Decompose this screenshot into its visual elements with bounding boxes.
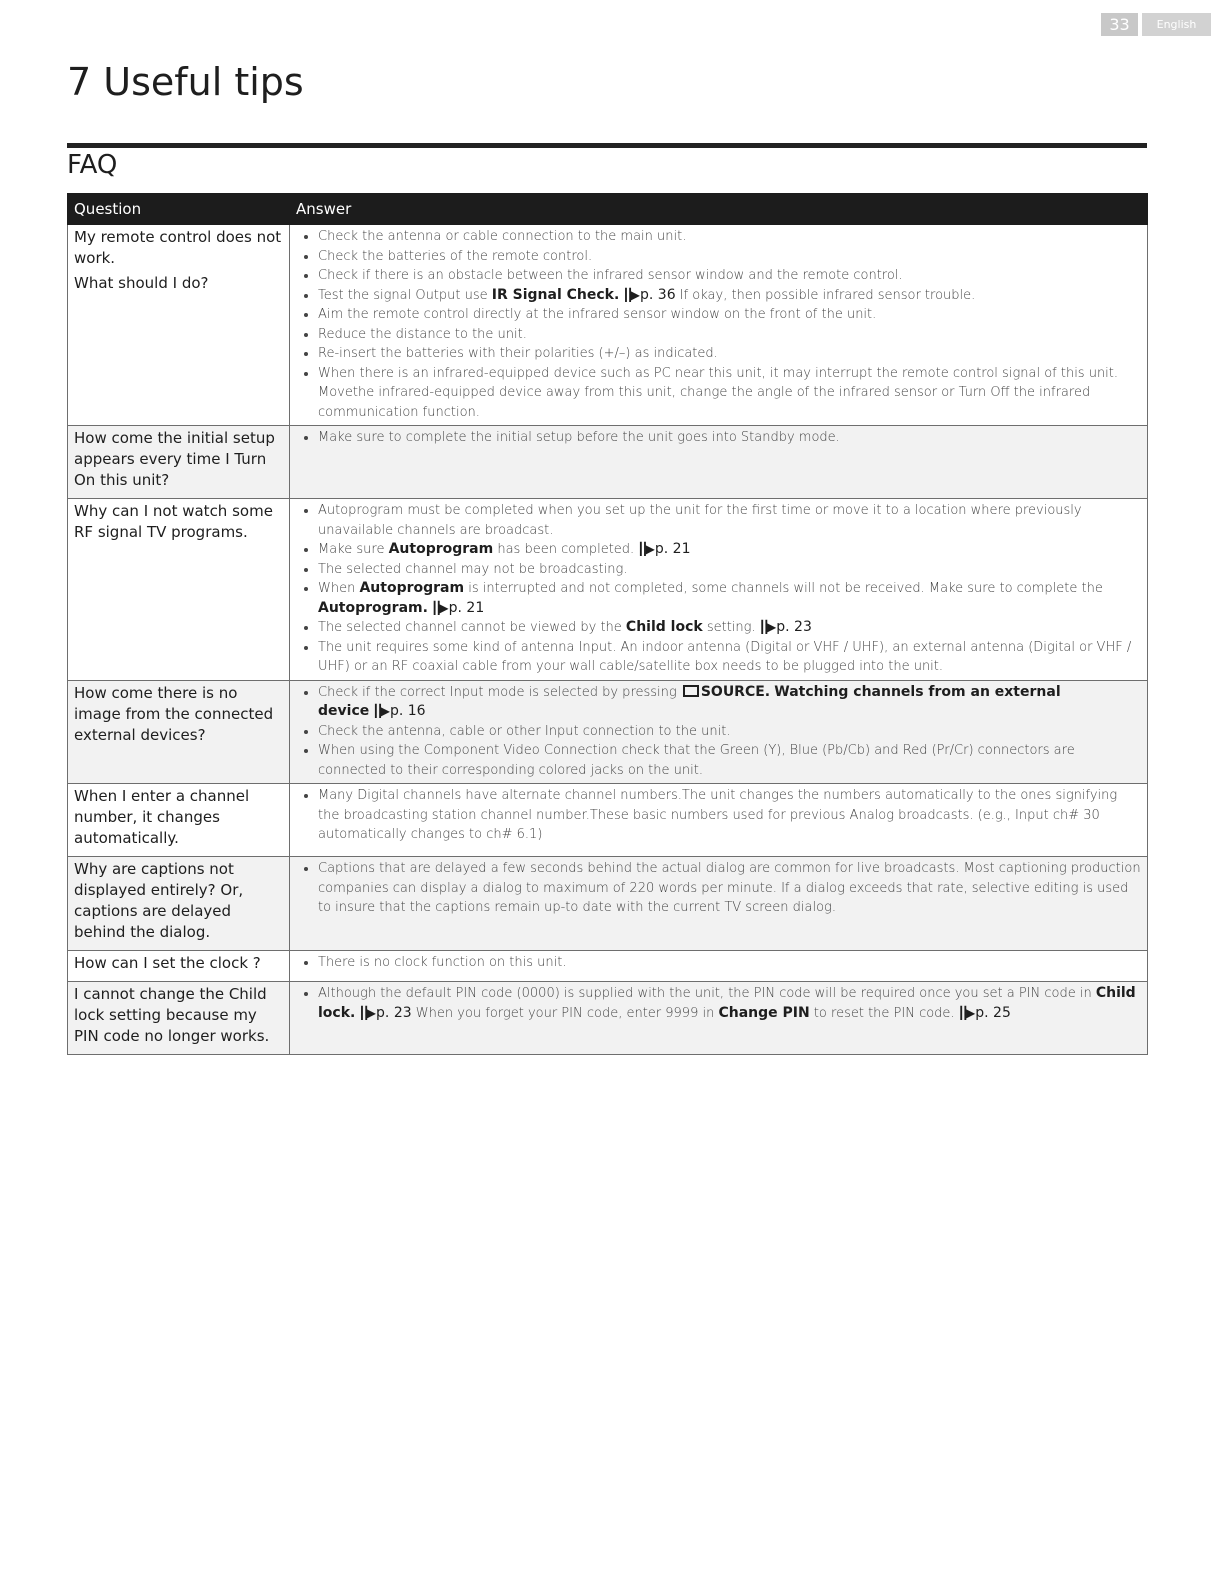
menu-term: Watching channels from an external device — [318, 683, 1061, 719]
answer-text: Make sure to complete the initial setup before the unit goes into Standby mode. — [318, 430, 840, 445]
answer-text: The selected channel may not be broadcasting. — [318, 561, 628, 577]
page-ref-arrow-icon: ┃┃▶ — [637, 542, 652, 556]
answer-text: Many Digital channels have alternate channel numbers.The unit changes the numbers automatically to the ones signifying the broadcasting station channel number.These basic numbers used for previous Analog broadcasts. (e.g., Input ch# 30 automatically changes to ch# 6.1) — [318, 788, 1118, 842]
menu-term: Autoprogram — [359, 580, 465, 596]
answer-text: is interrupted and not completed, some channels will not be received. Make sure to complete the — [464, 581, 1103, 596]
menu-term: IR Signal Check. — [491, 286, 620, 303]
faq-row — [68, 680, 1148, 784]
answer-item — [318, 286, 1141, 306]
answer-text: The unit requires some kind of antenna Input. An indoor antenna (Digital or VHF / UHF), an external antenna (Digital or VHF / UHF) or an RF coaxial cable from your wall cable/satellite box needs to be plugged into the unit. — [318, 639, 1132, 674]
source-input-icon — [683, 685, 699, 697]
answer-item — [318, 247, 1141, 267]
question-cell — [68, 784, 290, 857]
answer-text: When there is an infrared-equipped device such as PC near this unit, it may interrupt the remote control signal of this unit. Movethe infrared-equipped device away from this unit, change the angle of the infrared sensor or Turn Off the infrared communication function. — [318, 365, 1119, 420]
page-ref-arrow-icon: ┃┃▶ — [358, 1005, 374, 1020]
answer-text: Check the antenna, cable or other Input connection to the unit. — [318, 723, 731, 739]
answer-item — [318, 984, 1141, 1023]
page-reference: p. 16 — [389, 703, 426, 719]
answer-text: Test the signal Output use — [318, 287, 492, 303]
page-ref-arrow-icon: ┃┃▶ — [758, 620, 774, 634]
question-cell — [68, 426, 290, 499]
faq-row — [68, 784, 1148, 857]
faq-header-row — [68, 194, 1148, 225]
answer-text: When using the Component Video Connection check that the Green (Y), Blue (Pb/Cb) and Red (Pr/Cr) connectors are connected to their corresponding colored jacks on the unit. — [318, 743, 1075, 778]
answer-item — [318, 227, 1141, 247]
page-reference: p. 23 — [376, 1004, 412, 1021]
answer-item — [318, 786, 1141, 845]
question-cell — [68, 680, 290, 784]
question-cell — [68, 951, 290, 982]
faq-table — [67, 193, 1148, 1055]
question-text: Why can I not watch some RF signal TV programs. — [74, 502, 273, 541]
answer-cell — [290, 426, 1148, 499]
question-text: I cannot change the Child lock setting because my PIN code no longer works. — [74, 985, 270, 1045]
page-reference: p. 23 — [776, 619, 812, 635]
answer-item — [318, 859, 1141, 918]
menu-term: Child lock. — [318, 985, 1136, 1021]
answer-text: When — [318, 581, 360, 596]
answer-text: Reduce the distance to the unit. — [318, 326, 527, 342]
answer-list — [296, 428, 1141, 448]
answer-item — [318, 560, 1141, 580]
question-text: What should I do? — [74, 274, 209, 292]
answer-text: to reset the PIN code. — [809, 1005, 955, 1021]
answer-text: The selected channel cannot be viewed by the — [318, 620, 626, 635]
question-text: How come there is no image from the connected external devices? — [74, 683, 274, 744]
answer-item — [318, 579, 1141, 618]
question-cell — [68, 982, 290, 1055]
answer-text: Check if there is an obstacle between the infrared sensor window and the remote control. — [318, 268, 903, 283]
question-text: Why are captions not displayed entirely? Or, captions are delayed behind the dialog. — [74, 860, 244, 941]
answer-item — [318, 953, 1141, 973]
faq-row — [68, 426, 1148, 499]
answer-item — [318, 618, 1141, 638]
answer-list — [296, 953, 1141, 973]
answer-cell — [290, 784, 1148, 857]
answer-item — [318, 501, 1141, 540]
answer-cell — [290, 951, 1148, 982]
page-reference: p. 36 — [640, 286, 676, 303]
menu-term: Change PIN — [718, 1004, 810, 1021]
menu-term: Child lock — [625, 619, 703, 635]
answer-text: Re-insert the batteries with their polarities (+/–) as indicated. — [318, 346, 718, 361]
answer-item — [318, 344, 1141, 364]
menu-term: Autoprogram. — [318, 599, 428, 616]
question-text: When I enter a channel number, it changes automatically. — [74, 787, 250, 847]
answer-item — [318, 266, 1141, 286]
question-cell — [68, 499, 290, 681]
question-cell — [68, 857, 290, 951]
answer-column-header: Answer — [290, 194, 1148, 225]
page-ref-arrow-icon: ┃┃▶ — [622, 287, 637, 302]
answer-item — [318, 540, 1141, 560]
answer-cell — [290, 680, 1148, 784]
answer-cell — [290, 857, 1148, 951]
answer-cell — [290, 982, 1148, 1055]
answer-list — [296, 984, 1141, 1023]
page-number-badge: 33 — [1101, 13, 1138, 36]
answer-text: If okay, then possible infrared sensor trouble. — [675, 287, 976, 303]
question-cell — [68, 225, 290, 426]
answer-text: When you forget your PIN code, enter 9999 in — [411, 1005, 719, 1021]
question-text: How come the initial setup appears every time I Turn On this unit? — [74, 429, 275, 489]
answer-list — [296, 859, 1141, 918]
answer-text: Check the antenna or cable connection to the main unit. — [318, 229, 687, 244]
page-ref-arrow-icon: ┃┃▶ — [372, 704, 387, 718]
answer-text: Aim the remote control directly at the infrared sensor window on the front of the unit. — [318, 307, 877, 322]
page-reference: p. 25 — [975, 1004, 1011, 1021]
answer-text: has been completed. — [493, 542, 635, 557]
faq-row — [68, 499, 1148, 681]
answer-item — [318, 722, 1141, 742]
answer-text: setting. — [702, 620, 756, 635]
section-divider — [67, 143, 1147, 148]
answer-text: Check the batteries of the remote control. — [318, 248, 593, 264]
page-ref-arrow-icon: ┃┃▶ — [430, 600, 446, 615]
answer-item — [318, 638, 1141, 677]
question-column-header: Question — [68, 194, 290, 225]
answer-text: Check if the correct Input mode is selected by pressing — [318, 684, 681, 700]
answer-item — [318, 305, 1141, 325]
answer-text: Make sure — [318, 542, 389, 557]
menu-term: SOURCE. — [700, 683, 771, 700]
answer-item — [318, 741, 1141, 780]
answer-item — [318, 428, 1141, 448]
chapter-title: 7 Useful tips — [67, 60, 304, 104]
faq-table-body — [68, 225, 1148, 1055]
answer-list — [296, 786, 1141, 845]
faq-row — [68, 225, 1148, 426]
answer-list — [296, 683, 1141, 781]
faq-row — [68, 857, 1148, 951]
answer-list — [296, 501, 1141, 677]
answer-item — [318, 364, 1141, 423]
answer-text: Although the default PIN code (0000) is supplied with the unit, the PIN code will be required once you set a PIN code in — [318, 986, 1096, 1001]
answer-item — [318, 683, 1141, 722]
question-text: How can I set the clock ? — [74, 954, 261, 972]
page-reference: p. 21 — [448, 599, 485, 616]
section-title: FAQ — [67, 150, 118, 180]
page-ref-arrow-icon: ┃┃▶ — [957, 1005, 973, 1020]
page-reference: p. 21 — [654, 541, 691, 557]
answer-text: Captions that are delayed a few seconds behind the actual dialog are common for live broadcasts. Most captioning production companies can display a dialog to maximum of 220 words per minute. If a dialog exceeds that rate, selective editing is used to insure that the captions remain up-to date with the current TV screen dialog. — [318, 861, 1141, 915]
faq-row — [68, 951, 1148, 982]
answer-item — [318, 325, 1141, 345]
answer-list — [296, 227, 1141, 422]
faq-row — [68, 982, 1148, 1055]
answer-text: Autoprogram must be completed when you set up the unit for the first time or move it to a location where previously unavailable channels are broadcast. — [318, 503, 1082, 538]
answer-text: There is no clock function on this unit. — [318, 955, 567, 970]
language-badge: English — [1142, 13, 1211, 36]
answer-cell — [290, 499, 1148, 681]
answer-cell — [290, 225, 1148, 426]
menu-term: Autoprogram — [388, 541, 494, 557]
question-text: My remote control does not work. — [74, 228, 282, 267]
